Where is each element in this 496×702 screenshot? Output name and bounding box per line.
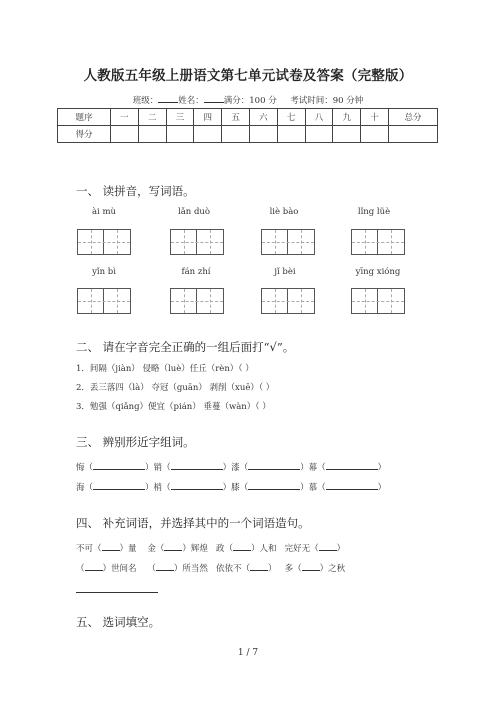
header-cell: 八 xyxy=(305,109,333,126)
idiom-part: ）人和 xyxy=(251,544,277,554)
answer-blank[interactable] xyxy=(248,460,300,470)
answer-blank[interactable] xyxy=(326,480,378,490)
answer-blank[interactable] xyxy=(93,460,145,470)
writing-grid[interactable] xyxy=(77,229,131,255)
writing-grid[interactable] xyxy=(170,288,224,314)
char: 漆 xyxy=(231,463,240,473)
header-cell: 六 xyxy=(249,109,277,126)
pinyin: liè bào xyxy=(269,207,299,217)
pinyin: lǐng lüè xyxy=(357,207,391,217)
word-row: 悔（ ）销（ ）漆（ ）幕（ ） xyxy=(76,460,386,473)
exam-time: 考试时间：90 分钟 xyxy=(290,96,364,106)
writing-grid[interactable] xyxy=(261,288,315,314)
score-cell[interactable] xyxy=(333,126,361,143)
name-label: 姓名： xyxy=(178,96,204,106)
sentence-answer-line[interactable] xyxy=(76,592,158,593)
writing-grid[interactable] xyxy=(351,229,405,255)
section1-heading: 一、 读拼音，写词语。 xyxy=(76,184,195,198)
answer-blank[interactable] xyxy=(85,561,103,571)
idiom-part: ） xyxy=(268,564,277,574)
header-cell: 九 xyxy=(333,109,361,126)
score-cell[interactable] xyxy=(222,126,250,143)
class-label: 班级： xyxy=(132,96,159,106)
char: 悔 xyxy=(76,463,85,473)
header-cell: 七 xyxy=(277,109,305,126)
header-cell: 总分 xyxy=(389,109,438,126)
answer-blank[interactable] xyxy=(302,561,320,571)
answer-blank[interactable] xyxy=(171,480,223,490)
idiom-part: （ xyxy=(147,564,156,574)
question-item: 3．勉强（qiǎng）便宜（pián） 垂蔓（wàn）（ ） xyxy=(76,402,271,412)
writing-grid[interactable] xyxy=(170,229,224,255)
idiom-part: 依依不（ xyxy=(215,564,250,574)
answer-blank[interactable] xyxy=(156,561,174,571)
score-cell[interactable] xyxy=(361,126,389,143)
name-blank xyxy=(204,93,224,103)
section3-heading: 三、 辨别形近字组词。 xyxy=(76,435,195,449)
score-row-label: 得分 xyxy=(58,126,111,143)
idiom-part: 金（ xyxy=(147,544,165,554)
score-cell[interactable] xyxy=(194,126,222,143)
idiom-part: 多（ xyxy=(284,564,302,574)
full-score: 满分：100 分 xyxy=(223,96,277,106)
word-row: 海（ ）梢（ ）膝（ ）慕（ ） xyxy=(76,480,386,493)
writing-grid[interactable] xyxy=(351,288,405,314)
pinyin: jǐ bèi xyxy=(274,267,296,277)
answer-blank[interactable] xyxy=(233,541,251,551)
idiom-part: ）量 xyxy=(119,544,137,554)
pinyin: yǐn bì xyxy=(92,267,116,277)
score-cell[interactable] xyxy=(166,126,194,143)
idiom-part: ）所当然 xyxy=(173,564,208,574)
score-cell[interactable] xyxy=(305,126,333,143)
score-cell[interactable] xyxy=(277,126,305,143)
pinyin: fán zhí xyxy=(181,267,211,277)
score-header-row xyxy=(58,109,438,126)
question-item: 2．丢三落四（là） 夺冠（guān） 剥削（xuē）（ ） xyxy=(76,383,275,393)
header-cell: 五 xyxy=(222,109,250,126)
pinyin: yīng xióng xyxy=(355,267,401,277)
answer-blank[interactable] xyxy=(319,541,337,551)
idiom-part: ）之秋 xyxy=(319,564,346,574)
char: 梢 xyxy=(153,483,163,493)
header-cell: 一 xyxy=(111,109,139,126)
score-row xyxy=(58,126,438,143)
idiom-row xyxy=(76,541,345,554)
header-cell: 十 xyxy=(361,109,389,126)
idiom-part: 完好无（ xyxy=(284,544,319,554)
idiom-part: 政（ xyxy=(215,544,233,554)
pinyin: lǎn duò xyxy=(178,207,210,217)
score-table xyxy=(57,108,438,143)
pinyin: ài mù xyxy=(91,207,117,217)
idiom-row xyxy=(76,561,345,574)
char: 海 xyxy=(76,483,85,493)
answer-blank[interactable] xyxy=(248,480,300,490)
idiom-part: ）辉煌 xyxy=(182,544,208,554)
header-cell: 二 xyxy=(138,109,166,126)
char: 慕 xyxy=(308,483,318,493)
answer-blank[interactable] xyxy=(326,460,378,470)
idiom-part: 不可（ xyxy=(76,544,102,554)
answer-blank[interactable] xyxy=(164,541,182,551)
score-cell[interactable] xyxy=(389,126,438,143)
document-title: 人教版五年级上册语文第七单元试卷及答案（完整版） xyxy=(83,68,413,84)
char: 销 xyxy=(153,463,163,473)
answer-blank[interactable] xyxy=(250,561,268,571)
header-cell: 题序 xyxy=(58,109,111,126)
char: 幕 xyxy=(308,463,318,473)
header-cell: 四 xyxy=(194,109,222,126)
idiom-part: ） xyxy=(336,544,346,554)
question-item: 1．间隔（jiàn） 侵略（luè）任丘（rèn）（ ） xyxy=(76,364,254,374)
char: 膝 xyxy=(231,483,240,493)
page-number: 1 / 7 xyxy=(237,648,259,658)
section4-heading: 四、 补充词语，并选择其中的一个词语造句。 xyxy=(76,516,310,530)
exam-info xyxy=(0,93,496,106)
section5-heading: 五、 选词填空。 xyxy=(76,615,161,629)
header-cell: 三 xyxy=(166,109,194,126)
writing-grid[interactable] xyxy=(77,288,131,314)
section2-heading: 二、 请在字音完全正确的一组后面打“√”。 xyxy=(76,340,295,354)
writing-grid[interactable] xyxy=(261,229,315,255)
class-blank xyxy=(158,93,178,103)
score-cell[interactable] xyxy=(249,126,277,143)
idiom-part: ）世间名 xyxy=(102,564,137,574)
idiom-part: （ xyxy=(76,564,85,574)
score-cell[interactable] xyxy=(111,126,139,143)
answer-blank[interactable] xyxy=(93,480,145,490)
answer-blank[interactable] xyxy=(171,460,223,470)
answer-blank[interactable] xyxy=(102,541,120,551)
score-cell[interactable] xyxy=(138,126,166,143)
